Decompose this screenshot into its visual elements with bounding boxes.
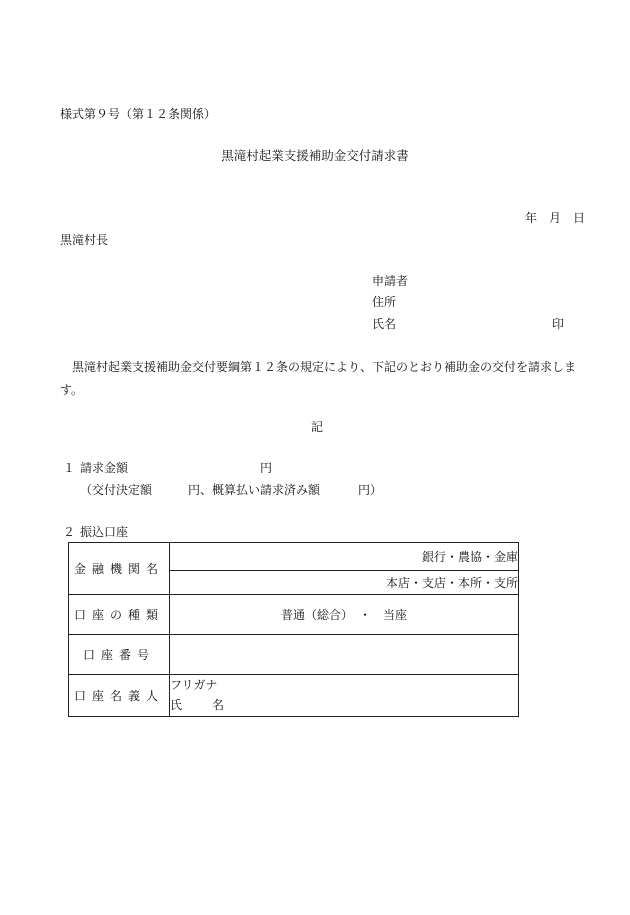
date-field: 年 月 日 [525,211,586,225]
holder-name-label-2: 名 [212,698,225,712]
applicant-label: 申請者 [372,274,409,288]
section2-number: ２ [63,525,76,539]
address-label: 住所 [372,295,397,309]
institution-label: 金融機関名 [69,543,170,595]
holder-name-label-1: 氏 [170,698,183,712]
amount-note-mid: 円、概算払い請求済み額 [188,483,321,497]
furigana-label: フリガナ [170,678,218,692]
holder-name-label [170,695,518,715]
body-text: 黒滝村起業支援補助金交付要綱第１２条の規定により、下記のとおり補助金の交付を請求します。 [60,360,577,397]
request-amount-yen: 円 [260,461,273,475]
account-type-options: 普通（総合） ・ 当座 [170,595,519,635]
recipient: 黒滝村長 [60,233,109,247]
ki-heading: 記 [311,420,324,434]
amount-note [80,484,382,496]
name-label: 氏名 [372,317,397,331]
institution-types: 銀行・農協・金庫 [170,543,519,571]
transfer-account-label: 振込口座 [80,525,129,539]
bank-account-table [68,542,519,717]
section1-number: １ [63,461,76,475]
account-number-field [170,635,519,675]
form-number: 様式第９号（第１２条関係） [60,107,217,121]
account-type-label: 口座の種類 [69,595,170,635]
account-number-label: 口座番号 [69,635,170,675]
holder-cell [170,675,519,717]
holder-label: 口座名義人 [69,675,170,717]
seal-mark: 印 [552,317,565,331]
request-amount-label: 請求金額 [80,461,129,475]
branch-types: 本店・支店・本所・支所 [170,571,519,595]
amount-note-close: 円） [358,483,383,497]
amount-note-open: （交付決定額 [80,483,153,497]
document-title: 黒滝村起業支援補助金交付請求書 [221,148,409,163]
